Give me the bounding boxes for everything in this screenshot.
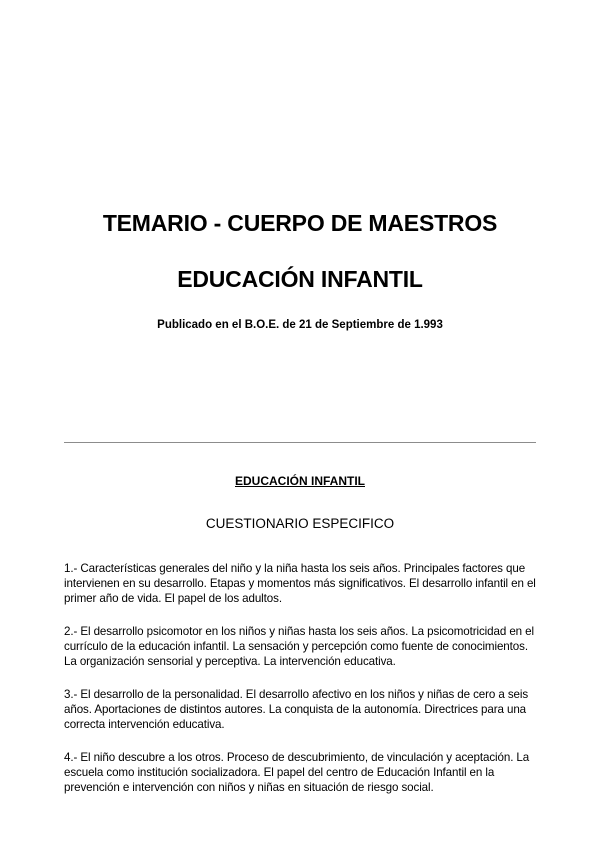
topic-item: 4.- El niño descubre a los otros. Proceso de descubrimiento, de vinculación y aceptación. La escuela como institución socializadora. El papel del centro de Educación Infantil en la prevención e intervención con niños y niñas en situación de riesgo social. [64,751,530,794]
document-title: TEMARIO - CUERPO DE MAESTROS [102,210,498,236]
topic-item: 1.- Características generales del niño y la niña hasta los seis años. Principales factores que intervienen en su desarrollo. Etapas y momentos más significativos. El desarrollo infantil en el primer año de vida. El papel de los adultos. [64,562,536,605]
section-heading: EDUCACIÓN INFANTIL [235,474,365,488]
horizontal-divider [64,442,536,443]
section-subheading: CUESTIONARIO ESPECIFICO [205,516,395,531]
document-subtitle: EDUCACIÓN INFANTIL [177,266,423,292]
topic-item: 3.- El desarrollo de la personalidad. El desarrollo afectivo en los niños y niñas de cero a seis años. Aportaciones de distintos autores. La conquista de la autonomía. Directrices para una correcta intervención educativa. [64,688,529,731]
topic-list [64,561,538,813]
topic-item: 2.- El desarrollo psicomotor en los niños y niñas hasta los seis años. La psicomotricidad en el currículo de la educación infantil. La sensación y percepción como fuente de conocimientos. La organización sensorial y perceptiva. La intervención educativa. [64,625,534,668]
publication-note: Publicado en el B.O.E. de 21 de Septiembre de 1.993 [157,319,443,331]
